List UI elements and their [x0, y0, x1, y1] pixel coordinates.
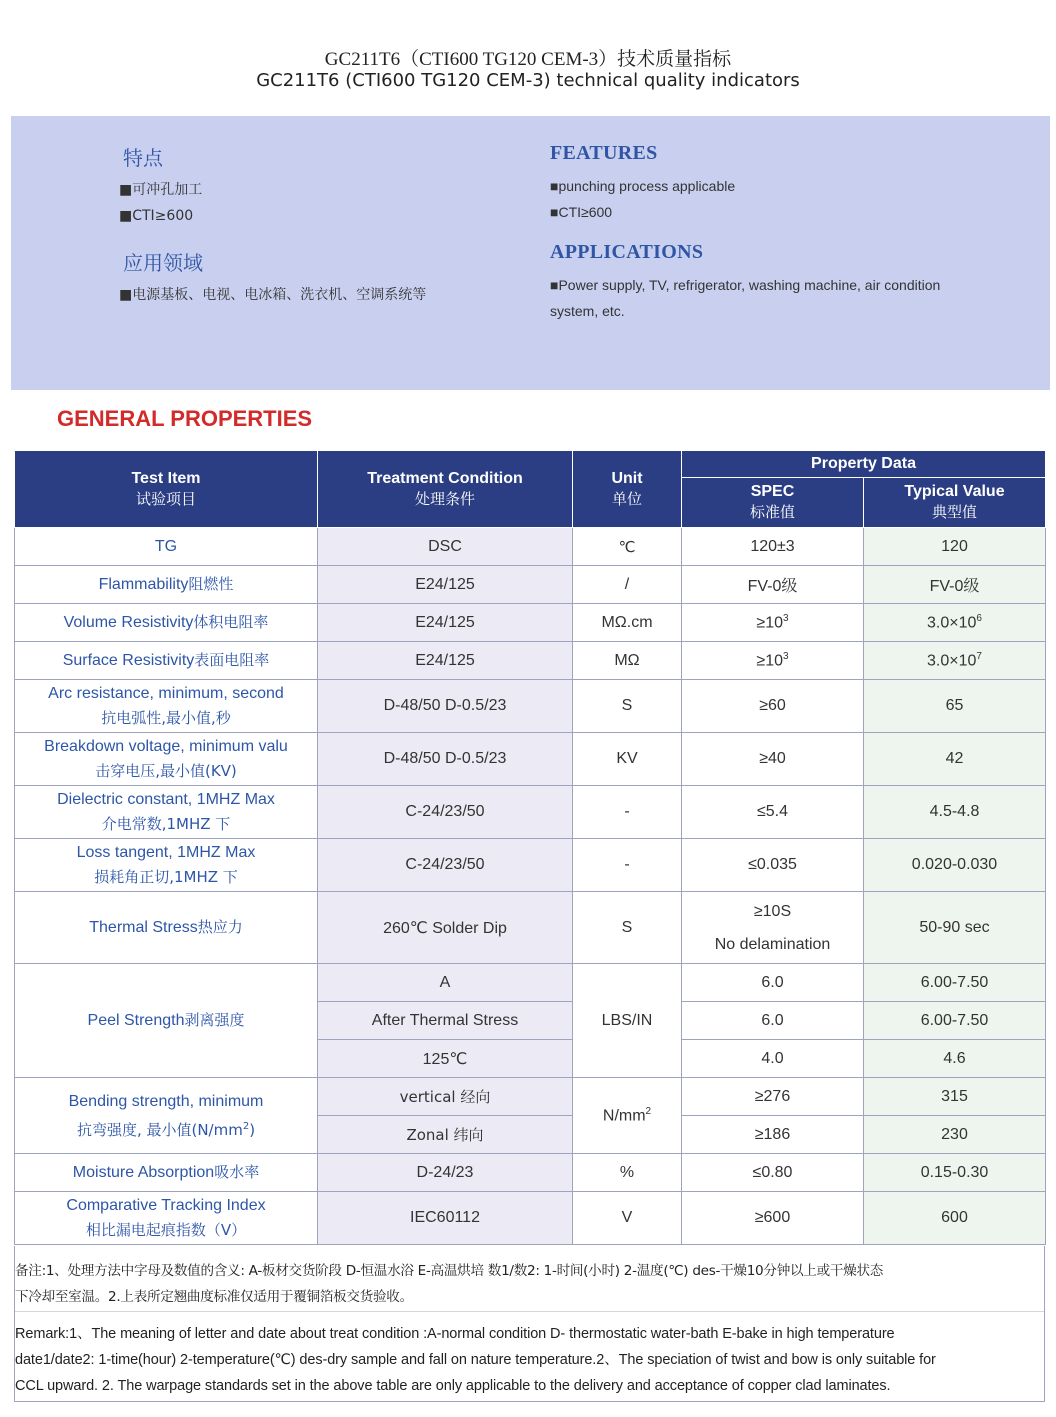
cell-item: Flammability阻燃性 [15, 566, 318, 604]
section-title: GENERAL PROPERTIES [57, 406, 313, 431]
cell-condition: D-48/50 D-0.5/23 [318, 733, 573, 786]
cell-condition: After Thermal Stress [318, 1002, 573, 1040]
cell-condition: DSC [318, 528, 573, 566]
table-row [15, 528, 1046, 566]
cell-unit: MΩ [573, 642, 682, 680]
applications-heading-en: APPLICATIONS [550, 241, 704, 263]
cell-unit: / [573, 566, 682, 604]
cell-condition: D-48/50 D-0.5/23 [318, 680, 573, 733]
cell-typical: 120 [864, 528, 1046, 566]
cell-spec: FV-0级 [682, 566, 864, 604]
cell-typical: 42 [864, 733, 1046, 786]
cell-condition: C-24/23/50 [318, 786, 573, 839]
cell-condition: IEC60112 [318, 1192, 573, 1245]
cell-spec: 6.0 [682, 1002, 864, 1040]
cell-condition: D-24/23 [318, 1154, 573, 1192]
cell-typical: 4.6 [864, 1040, 1046, 1078]
cell-item: Volume Resistivity体积电阻率 [15, 604, 318, 642]
header-property-data: Property Data [682, 451, 1046, 478]
table-row [15, 604, 1046, 642]
cell-spec: 6.0 [682, 964, 864, 1002]
header-unit: Unit 单位 [573, 451, 682, 528]
cell-condition: 125℃ [318, 1040, 573, 1078]
feature-item-cn: ■可冲孔加工 [119, 182, 203, 198]
cell-typical: $3.0\times 10^6$ [864, 604, 1046, 642]
remarks-cn: 备注:1、处理方法中字母及数值的含义: A-板材交货阶段 D-恒温水浴 E-高温烘培 数1/数2: 1-时间(小时) 2-温度(℃) des-干燥10分钟以上或干燥状态 下冷却至室温。2.上表所定翘曲度标准仅适用于覆铜箔板交货验收。 [15, 1263, 884, 1305]
application-item-en-line2: system, etc. [550, 303, 625, 319]
features-heading-cn: 特点 [123, 146, 163, 170]
table-row [15, 1078, 1046, 1116]
cell-spec: ≤5.4 [682, 786, 864, 839]
cell-item: Breakdown voltage, minimum valu 击穿电压,最小值(KV) [15, 733, 318, 786]
cell-typical: FV-0级 [864, 566, 1046, 604]
cell-item: Arc resistance, minimum, second 抗电弧性,最小值,秒 [15, 680, 318, 733]
remarks-box [14, 1246, 1045, 1402]
table-row [15, 733, 1046, 786]
feature-item-cn: ■CTI≥600 [119, 208, 194, 224]
cell-spec: $\ge 10^3$ [682, 642, 864, 680]
cell-item: Peel Strength剥离强度 [15, 964, 318, 1078]
cell-typical: 6.00-7.50 [864, 1002, 1046, 1040]
cell-spec: ≥600 [682, 1192, 864, 1245]
cell-spec: ≥276 [682, 1078, 864, 1116]
table-row [15, 839, 1046, 892]
info-column-en [550, 142, 1020, 324]
info-column-cn [119, 142, 519, 308]
feature-item-en: ■punching process applicable [550, 178, 736, 194]
cell-spec: ≥40 [682, 733, 864, 786]
cell-condition: 260℃ Solder Dip [318, 892, 573, 964]
page-title-cn: GC211T6（CTI600 TG120 CEM-3）技术质量指标 [324, 49, 732, 70]
cell-item: Moisture Absorption吸水率 [15, 1154, 318, 1192]
cell-spec: 4.0 [682, 1040, 864, 1078]
table-row [15, 786, 1046, 839]
table-row [15, 642, 1046, 680]
cell-unit: $N/mm^2$ [573, 1078, 682, 1154]
cell-item: Dielectric constant, 1MHZ Max 介电常数,1MHZ 下 [15, 786, 318, 839]
remarks-divider [15, 1311, 1044, 1312]
cell-unit: V [573, 1192, 682, 1245]
cell-condition: C-24/23/50 [318, 839, 573, 892]
cell-typical: 4.5-4.8 [864, 786, 1046, 839]
cell-unit: % [573, 1154, 682, 1192]
header-test-item: Test Item 试验项目 [15, 451, 318, 528]
application-item-en-line1: ■Power supply, TV, refrigerator, washing machine, air condition [550, 277, 941, 293]
remarks-en: Remark:1、The meaning of letter and date about treat condition :A-normal condition D- thermostatic water-bath E-bake in high temperature date1/date2: 1-time(hour) 2-temperature(℃) des-dry sample and fall on nature temperature.2、The speciation of twist and bow is only suitable for CCL upward. 2. The warpage standards set in the above table are only applicable to the delivery and acceptance of copper clad laminates. [15, 1326, 936, 1394]
cell-item: TG [15, 528, 318, 566]
cell-unit: - [573, 786, 682, 839]
cell-condition: vertical 经向 [318, 1078, 573, 1116]
features-heading-en: FEATURES [550, 142, 658, 164]
cell-unit: S [573, 892, 682, 964]
cell-unit: LBS/IN [573, 964, 682, 1078]
cell-item: Bending strength, minimum 抗弯强度, 最小值$(N/mm^2)$ [15, 1078, 318, 1154]
cell-typical: 65 [864, 680, 1046, 733]
cell-spec: ≤0.035 [682, 839, 864, 892]
cell-condition: Zonal 纬向 [318, 1116, 573, 1154]
cell-typical: 600 [864, 1192, 1046, 1245]
feature-item-en: ■CTI≥600 [550, 204, 613, 220]
cell-condition: E24/125 [318, 566, 573, 604]
table-row [15, 964, 1046, 1002]
properties-table [14, 450, 1046, 1245]
table-row [15, 1154, 1046, 1192]
cell-spec: ≤0.80 [682, 1154, 864, 1192]
cell-spec: 120±3 [682, 528, 864, 566]
cell-item: Loss tangent, 1MHZ Max 损耗角正切,1MHZ 下 [15, 839, 318, 892]
cell-typical: 0.15-0.30 [864, 1154, 1046, 1192]
table-row [15, 680, 1046, 733]
applications-heading-cn: 应用领域 [123, 251, 203, 275]
application-item-cn: ■电源基板、电视、电冰箱、洗衣机、空调系统等 [119, 287, 427, 303]
header-spec: SPEC 标准值 [682, 478, 864, 528]
cell-typical: 230 [864, 1116, 1046, 1154]
cell-typical: 50-90 sec [864, 892, 1046, 964]
cell-typical: 0.020-0.030 [864, 839, 1046, 892]
table-row [15, 566, 1046, 604]
cell-spec: ≥60 [682, 680, 864, 733]
cell-item: Surface Resistivity表面电阻率 [15, 642, 318, 680]
cell-condition: E24/125 [318, 604, 573, 642]
cell-unit: S [573, 680, 682, 733]
cell-item: Comparative Tracking Index 相比漏电起痕指数（V） [15, 1192, 318, 1245]
cell-unit: - [573, 839, 682, 892]
cell-condition: E24/125 [318, 642, 573, 680]
cell-spec: ≥10S No delamination [682, 892, 864, 964]
cell-spec: $\ge 10^3$ [682, 604, 864, 642]
cell-typical: 6.00-7.50 [864, 964, 1046, 1002]
cell-typical: $3.0\times 10^7$ [864, 642, 1046, 680]
cell-unit: MΩ.cm [573, 604, 682, 642]
header-treatment-condition: Treatment Condition 处理条件 [318, 451, 573, 528]
cell-spec: ≥186 [682, 1116, 864, 1154]
cell-unit: ℃ [573, 528, 682, 566]
page-title-en: GC211T6 (CTI600 TG120 CEM-3) technical quality indicators [256, 70, 800, 91]
cell-typical: 315 [864, 1078, 1046, 1116]
cell-condition: A [318, 964, 573, 1002]
cell-item: Thermal Stress热应力 [15, 892, 318, 964]
table-row [15, 1192, 1046, 1245]
cell-unit: KV [573, 733, 682, 786]
info-band [11, 116, 1050, 390]
table-row [15, 892, 1046, 964]
header-typical-value: Typical Value 典型值 [864, 478, 1046, 528]
